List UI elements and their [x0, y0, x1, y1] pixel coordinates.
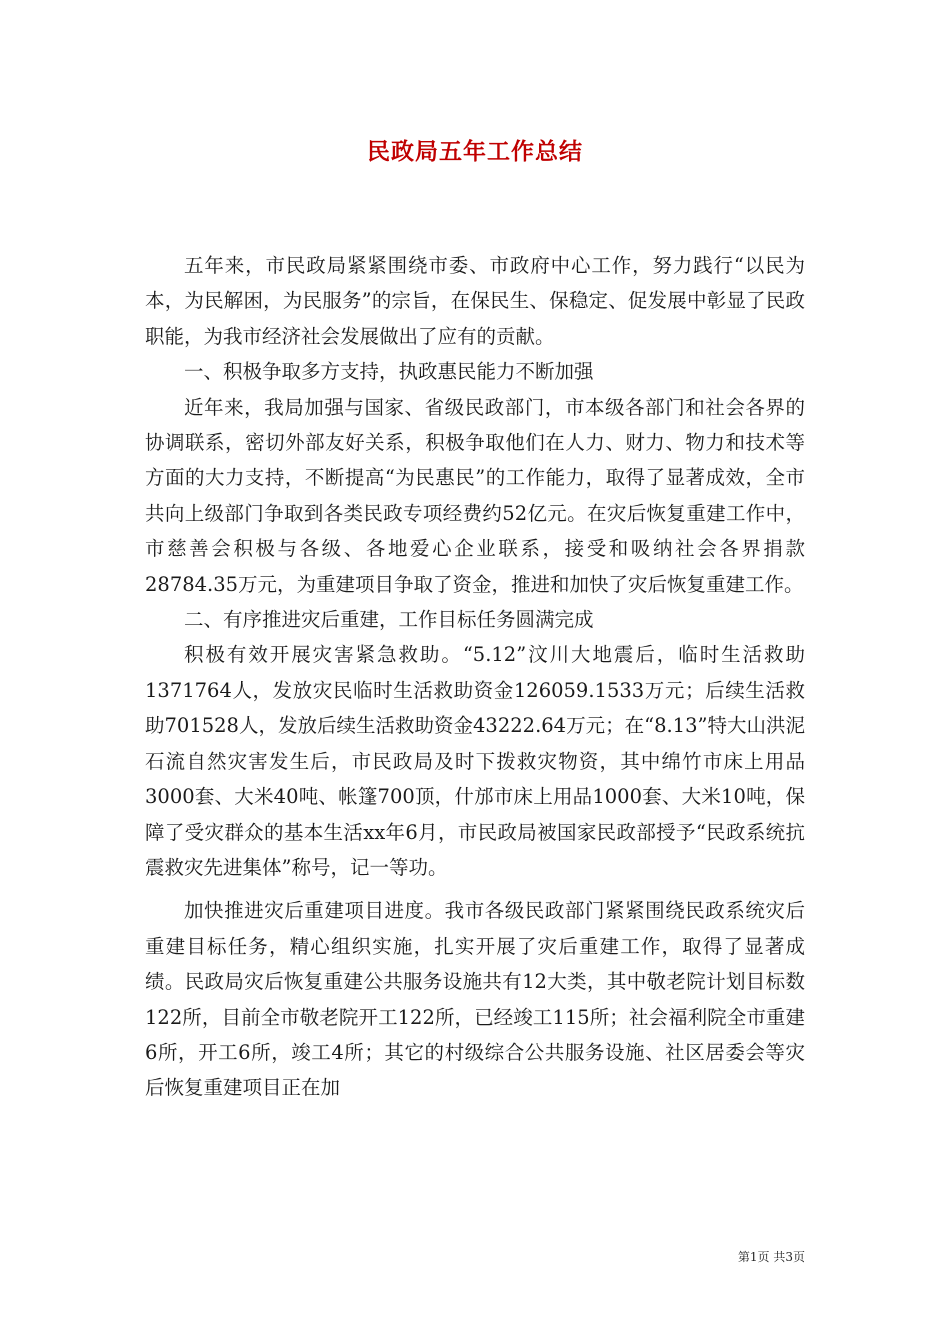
section-heading-1: 一、积极争取多方支持，执政惠民能力不断加强	[184, 360, 594, 384]
document-body	[145, 248, 805, 1106]
section-heading-2: 二、有序推进灾后重建，工作目标任务圆满完成	[184, 608, 594, 632]
paragraph-reconstruction: 加快推进灾后重建项目进度。我市各级民政部门紧紧围绕民政系统灾后重建目标任务，精心组织实施，扎实开展了灾后重建工作，取得了显著成绩。民政局灾后恢复重建公共服务设施共有12大类，其中敬老院计划目标数122所，目前全市敬老院开工122所，已经竣工115所；社会福利院全市重建6所，开工6所，竣工4所；其它的村级综合公共服务设施、社区居委会等灾后恢复重建项目正在加	[145, 899, 805, 1100]
document-title: 民政局五年工作总结	[367, 138, 583, 165]
page-number: 第1页 共3页	[737, 1250, 805, 1264]
paragraph-intro: 五年来，市民政局紧紧围绕市委、市政府中心工作，努力践行“以民为本，为民解困，为民服务”的宗旨，在保民生、保稳定、促发展中彰显了民政职能，为我市经济社会发展做出了应有的贡献。	[145, 254, 805, 348]
paragraph-support: 近年来，我局加强与国家、省级民政部门，市本级各部门和社会各界的协调联系，密切外部友好关系，积极争取他们在人力、财力、物力和技术等方面的大力支持，不断提高“为民惠民”的工作能力，取得了显著成效，全市共向上级部门争取到各类民政专项经费约52亿元。在灾后恢复重建工作中，市慈善会积极与各级、各地爱心企业联系，接受和吸纳社会各界捐款28784.35万元，为重建项目争取了资金，推进和加快了灾后恢复重建工作。	[145, 395, 805, 596]
paragraph-relief: 积极有效开展灾害紧急救助。“5.12”汶川大地震后，临时生活救助1371764人，发放灾民临时生活救助资金126059.1533万元；后续生活救助701528人，发放后续生活救助资金43222.64万元；在“8.13”特大山洪泥石流自然灾害发生后，市民政局及时下拨救灾物资，其中绵竹市床上用品3000套、大米40吨、帐篷700顶，什邡市床上用品1000套、大米10吨，保障了受灾群众的基本生活xx年6月，市民政局被国家民政部授予“民政系统抗震救灾先进集体”称号，记一等功。	[145, 643, 805, 879]
